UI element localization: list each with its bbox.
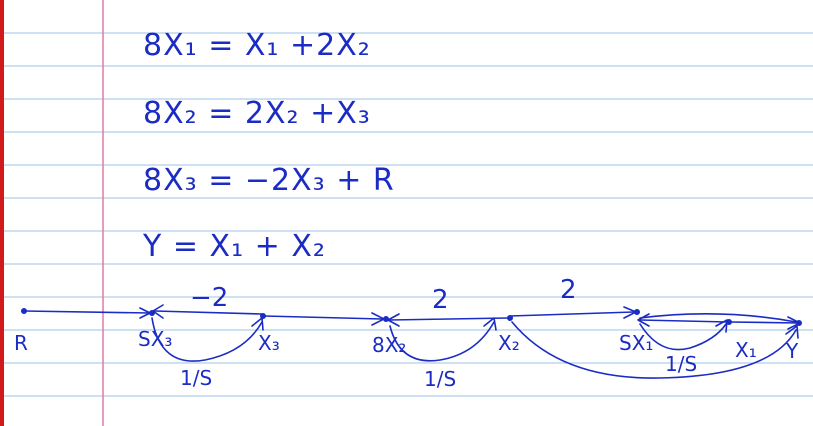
branch-x1-to-y [730, 322, 798, 323]
gain-feedback2: 2 [432, 285, 449, 315]
branch-x1-to-sx1 [640, 320, 728, 322]
equation-1: 8X₁ = X₁ +2X₂ [143, 28, 371, 63]
node-sx3 [149, 310, 155, 316]
node-x3 [260, 313, 266, 319]
branch-x3-to-sx2 [264, 316, 382, 319]
node-label-sx1: SX₁ [619, 331, 654, 355]
equation-3: 8X₃ = −2X₃ + R [143, 163, 395, 198]
branch-x2-to-sx2-feedback [390, 318, 508, 320]
node-sx1 [634, 309, 640, 315]
node-label-x1: X₁ [735, 338, 757, 362]
node-y [796, 320, 802, 326]
gain-int1: 1/S [665, 352, 698, 376]
node-label-y: Y [786, 339, 799, 363]
node-label-r: R [14, 331, 28, 355]
gain-feedback3: −2 [190, 283, 229, 313]
equation-4: Y = X₁ + X₂ [143, 229, 326, 264]
equation-2: 8X₂ = 2X₂ +X₃ [143, 96, 371, 131]
ruled-lines [0, 33, 813, 396]
node-sx2 [383, 316, 389, 322]
node-label-sx2: 8X₂ [372, 333, 407, 357]
gain-int3: 1/S [180, 366, 213, 390]
branch-x2-to-sx1 [510, 312, 634, 316]
gain-forward21: 2 [560, 275, 577, 305]
node-r [21, 308, 27, 314]
gain-int2: 1/S [424, 367, 457, 391]
node-x1 [726, 319, 732, 325]
node-label-x2: X₂ [498, 331, 520, 355]
branch-r-to-sx3 [24, 311, 150, 313]
left-edge [0, 0, 4, 426]
node-x2 [507, 315, 513, 321]
node-label-x3: X₃ [258, 331, 280, 355]
node-label-sx3: SX₃ [138, 327, 173, 351]
